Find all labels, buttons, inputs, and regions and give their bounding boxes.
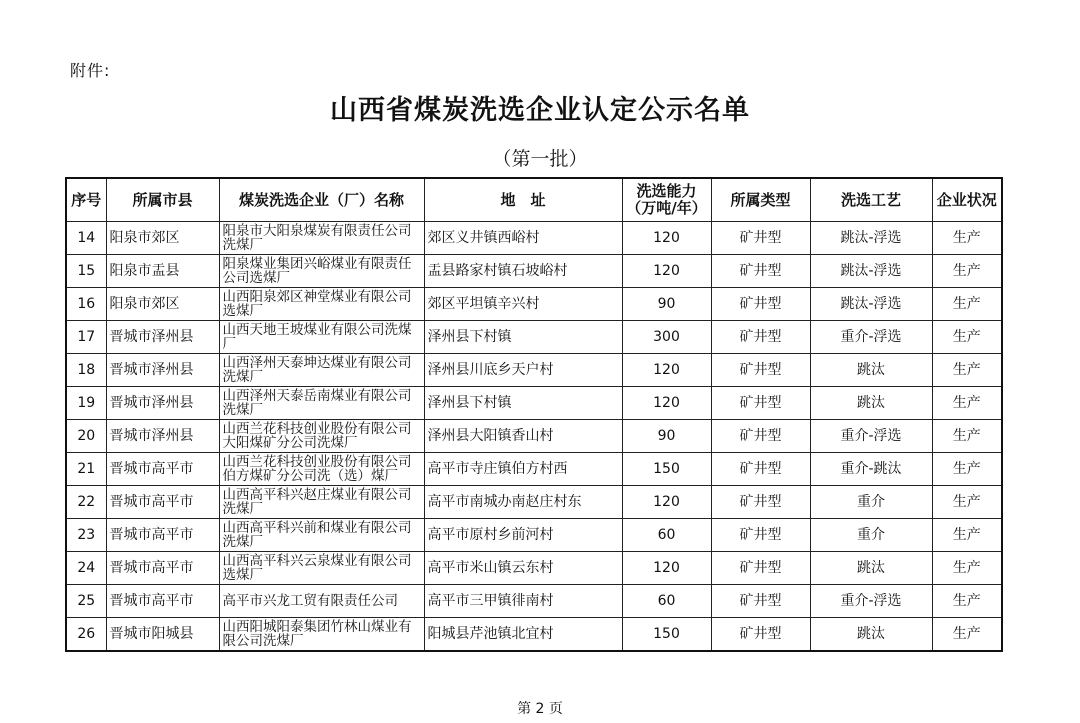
cell-type: 矿井型	[711, 222, 810, 255]
cell-status: 生产	[932, 486, 1002, 519]
cell-capacity: 120	[622, 255, 711, 288]
cell-status: 生产	[932, 585, 1002, 618]
cell-city: 晋城市泽州县	[106, 321, 219, 354]
cell-plant: 山西高平科兴前和煤业有限公司洗煤厂	[219, 519, 424, 552]
header-city: 所属市县	[106, 178, 219, 222]
header-type: 所属类型	[711, 178, 810, 222]
cell-seq: 25	[66, 585, 106, 618]
header-capacity-line1: 洗选能力	[636, 182, 697, 200]
table-row	[66, 222, 1002, 255]
table-row	[66, 387, 1002, 420]
cell-status: 生产	[932, 618, 1002, 652]
cell-plant: 山西高平科兴云泉煤业有限公司选煤厂	[219, 552, 424, 585]
cell-process: 重介	[810, 486, 932, 519]
table-row	[66, 618, 1002, 652]
header-status: 企业状况	[932, 178, 1002, 222]
header-capacity	[622, 178, 711, 222]
table-row	[66, 420, 1002, 453]
cell-type: 矿井型	[711, 288, 810, 321]
cell-address: 高平市米山镇云东村	[424, 552, 622, 585]
cell-seq: 23	[66, 519, 106, 552]
cell-status: 生产	[932, 354, 1002, 387]
cell-city: 晋城市泽州县	[106, 354, 219, 387]
table-row	[66, 519, 1002, 552]
cell-seq: 17	[66, 321, 106, 354]
cell-seq: 21	[66, 453, 106, 486]
table-row	[66, 453, 1002, 486]
document-subtitle: （第一批）	[492, 148, 588, 170]
cell-capacity: 120	[622, 387, 711, 420]
cell-address: 高平市原村乡前河村	[424, 519, 622, 552]
cell-address: 泽州县下村镇	[424, 321, 622, 354]
cell-address: 盂县路家村镇石坡峪村	[424, 255, 622, 288]
cell-address: 高平市南城办南赵庄村东	[424, 486, 622, 519]
cell-capacity: 150	[622, 453, 711, 486]
cell-plant: 山西泽州天泰坤达煤业有限公司洗煤厂	[219, 354, 424, 387]
cell-type: 矿井型	[711, 453, 810, 486]
cell-type: 矿井型	[711, 387, 810, 420]
header-seq: 序号	[66, 178, 106, 222]
cell-status: 生产	[932, 519, 1002, 552]
table-row	[66, 552, 1002, 585]
cell-city: 晋城市高平市	[106, 486, 219, 519]
cell-capacity: 300	[622, 321, 711, 354]
cell-address: 高平市寺庄镇伯方村西	[424, 453, 622, 486]
table-row	[66, 486, 1002, 519]
cell-plant: 山西阳泉郊区神堂煤业有限公司选煤厂	[219, 288, 424, 321]
cell-type: 矿井型	[711, 354, 810, 387]
cell-process: 跳汰	[810, 618, 932, 652]
cell-capacity: 60	[622, 519, 711, 552]
cell-process: 跳汰-浮选	[810, 255, 932, 288]
cell-capacity: 90	[622, 420, 711, 453]
cell-capacity: 120	[622, 552, 711, 585]
header-capacity-line2: （万吨/年）	[626, 199, 707, 217]
cell-capacity: 120	[622, 222, 711, 255]
cell-seq: 20	[66, 420, 106, 453]
enterprise-table	[65, 177, 1003, 652]
cell-process: 跳汰	[810, 354, 932, 387]
cell-process: 跳汰-浮选	[810, 288, 932, 321]
cell-process: 重介-浮选	[810, 585, 932, 618]
cell-process: 跳汰	[810, 552, 932, 585]
cell-seq: 19	[66, 387, 106, 420]
cell-address: 高平市三甲镇徘南村	[424, 585, 622, 618]
cell-city: 晋城市泽州县	[106, 420, 219, 453]
header-address: 地 址	[424, 178, 622, 222]
cell-capacity: 150	[622, 618, 711, 652]
cell-address: 郊区平坦镇辛兴村	[424, 288, 622, 321]
cell-type: 矿井型	[711, 519, 810, 552]
cell-seq: 22	[66, 486, 106, 519]
cell-capacity: 120	[622, 486, 711, 519]
cell-seq: 14	[66, 222, 106, 255]
cell-seq: 16	[66, 288, 106, 321]
cell-plant: 阳泉煤业集团兴峪煤业有限责任公司选煤厂	[219, 255, 424, 288]
cell-status: 生产	[932, 387, 1002, 420]
cell-city: 晋城市泽州县	[106, 387, 219, 420]
cell-plant: 山西兰花科技创业股份有限公司伯方煤矿分公司洗（选）煤厂	[219, 453, 424, 486]
page-number: 第 2 页	[517, 701, 563, 717]
table-row	[66, 255, 1002, 288]
document-title: 山西省煤炭洗选企业认定公示名单	[330, 95, 750, 126]
table-header-row	[66, 178, 1002, 222]
cell-seq: 15	[66, 255, 106, 288]
cell-process: 重介-浮选	[810, 321, 932, 354]
cell-type: 矿井型	[711, 618, 810, 652]
cell-type: 矿井型	[711, 552, 810, 585]
table-row	[66, 321, 1002, 354]
table-row	[66, 585, 1002, 618]
cell-type: 矿井型	[711, 420, 810, 453]
cell-city: 晋城市高平市	[106, 519, 219, 552]
cell-process: 重介-浮选	[810, 420, 932, 453]
cell-process: 重介	[810, 519, 932, 552]
cell-status: 生产	[932, 321, 1002, 354]
cell-city: 晋城市高平市	[106, 585, 219, 618]
cell-address: 阳城县芹池镇北宜村	[424, 618, 622, 652]
cell-address: 泽州县下村镇	[424, 387, 622, 420]
cell-city: 晋城市高平市	[106, 552, 219, 585]
cell-status: 生产	[932, 453, 1002, 486]
cell-city: 晋城市高平市	[106, 453, 219, 486]
cell-status: 生产	[932, 288, 1002, 321]
header-process: 洗选工艺	[810, 178, 932, 222]
cell-city: 阳泉市郊区	[106, 222, 219, 255]
table-row	[66, 288, 1002, 321]
cell-process: 跳汰	[810, 387, 932, 420]
cell-seq: 18	[66, 354, 106, 387]
cell-process: 重介-跳汰	[810, 453, 932, 486]
attachment-label: 附件:	[70, 61, 111, 80]
header-plant: 煤炭洗选企业（厂）名称	[219, 178, 424, 222]
table-row	[66, 354, 1002, 387]
cell-address: 泽州县川底乡天户村	[424, 354, 622, 387]
cell-plant: 山西高平科兴赵庄煤业有限公司洗煤厂	[219, 486, 424, 519]
cell-plant: 山西天地王坡煤业有限公司洗煤厂	[219, 321, 424, 354]
cell-type: 矿井型	[711, 585, 810, 618]
cell-status: 生产	[932, 420, 1002, 453]
cell-status: 生产	[932, 552, 1002, 585]
cell-plant: 山西阳城阳泰集团竹林山煤业有限公司洗煤厂	[219, 618, 424, 652]
cell-type: 矿井型	[711, 255, 810, 288]
cell-seq: 24	[66, 552, 106, 585]
cell-address: 泽州县大阳镇香山村	[424, 420, 622, 453]
cell-capacity: 60	[622, 585, 711, 618]
cell-city: 阳泉市盂县	[106, 255, 219, 288]
cell-plant: 高平市兴龙工贸有限责任公司	[219, 585, 424, 618]
cell-city: 晋城市阳城县	[106, 618, 219, 652]
cell-plant: 山西兰花科技创业股份有限公司大阳煤矿分公司洗煤厂	[219, 420, 424, 453]
cell-plant: 山西泽州天泰岳南煤业有限公司洗煤厂	[219, 387, 424, 420]
cell-address: 郊区义井镇西峪村	[424, 222, 622, 255]
cell-seq: 26	[66, 618, 106, 652]
cell-plant: 阳泉市大阳泉煤炭有限责任公司洗煤厂	[219, 222, 424, 255]
cell-capacity: 120	[622, 354, 711, 387]
cell-process: 跳汰-浮选	[810, 222, 932, 255]
cell-status: 生产	[932, 255, 1002, 288]
cell-city: 阳泉市郊区	[106, 288, 219, 321]
cell-status: 生产	[932, 222, 1002, 255]
cell-capacity: 90	[622, 288, 711, 321]
cell-type: 矿井型	[711, 486, 810, 519]
cell-type: 矿井型	[711, 321, 810, 354]
